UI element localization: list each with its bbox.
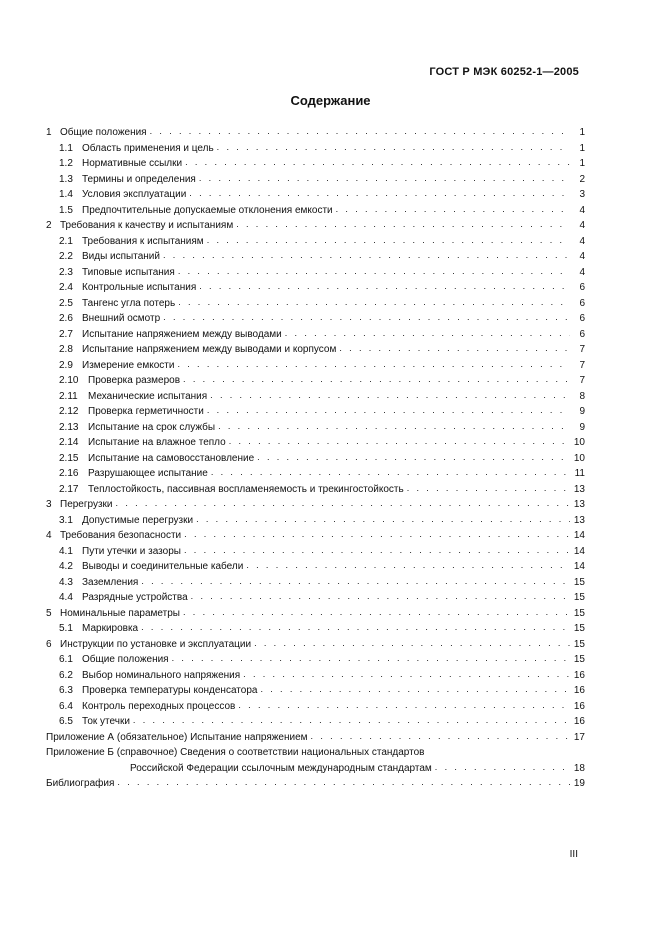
toc-entry-number: 2.3 [59, 266, 73, 278]
table-of-contents [46, 125, 585, 792]
toc-entry-page: 4 [579, 204, 585, 216]
toc-entry-page: 15 [573, 576, 585, 588]
toc-leader-dots [336, 202, 570, 218]
toc-entry-title: Испытание напряжением между выводами [82, 328, 282, 340]
toc-entry-number: 3 [46, 499, 52, 510]
toc-entry-page: 10 [573, 437, 585, 448]
toc-entry-number: 6.3 [59, 685, 73, 696]
toc-leader-dots [150, 124, 570, 140]
toc-entry-title: Внешний осмотр [82, 313, 161, 324]
toc-entry[interactable] [46, 280, 585, 296]
toc-leader-dots [183, 605, 570, 621]
toc-entry-page: 16 [573, 669, 585, 681]
page-number: III [569, 849, 578, 860]
toc-entry-number: 3.1 [59, 514, 73, 526]
toc-appendix-b-label-cont: Российской Федерации ссылочным международным стандартам [130, 762, 432, 774]
toc-entry-page: 4 [579, 266, 585, 278]
toc-leader-dots [177, 357, 570, 373]
toc-leader-dots [163, 248, 570, 264]
toc-entry[interactable] [46, 249, 585, 265]
toc-entry-page: 13 [573, 483, 585, 495]
toc-entry-page: 16 [573, 700, 585, 712]
toc-entry[interactable] [46, 482, 585, 498]
toc-leader-dots [178, 264, 570, 280]
document-code: ГОСТ Р МЭК 60252-1—2005 [429, 66, 579, 78]
toc-leader-dots [311, 729, 570, 745]
toc-entry[interactable] [46, 311, 585, 327]
toc-entry-title: Нормативные ссылки [82, 158, 183, 169]
toc-entry-number: 2.7 [59, 328, 73, 340]
toc-entry[interactable] [46, 559, 585, 575]
toc-leader-dots [191, 589, 570, 605]
toc-entry-number: 6.5 [59, 716, 73, 727]
toc-leader-dots [238, 698, 570, 714]
toc-entry[interactable] [46, 218, 585, 234]
toc-entry-number: 2.17 [59, 483, 79, 495]
toc-entry-page: 13 [573, 514, 585, 526]
toc-entry-page: 6 [579, 313, 585, 324]
toc-entry-title: Тангенс угла потерь [82, 297, 176, 309]
toc-entry[interactable] [46, 203, 585, 219]
toc-entry-page: 16 [573, 716, 585, 727]
toc-entry-title: Испытание на срок службы [88, 421, 216, 433]
toc-entry[interactable] [46, 296, 585, 312]
toc-entry-title: Область применения и цель [82, 142, 214, 154]
toc-entry-title: Инструкции по установке и эксплуатации [60, 638, 252, 650]
toc-entry-page: 1 [579, 158, 585, 169]
toc-leader-dots [184, 527, 570, 543]
toc-entry-page: 15 [573, 607, 585, 619]
toc-entry-title: Разрядные устройства [82, 592, 188, 603]
toc-leader-dots [185, 155, 570, 171]
toc-entry[interactable] [46, 637, 585, 653]
toc-entry-page: 4 [579, 251, 585, 262]
toc-leader-dots [163, 310, 570, 326]
toc-entry-title: Заземления [82, 576, 139, 588]
toc-entry-number: 2.8 [59, 344, 73, 355]
toc-entry[interactable] [46, 513, 585, 529]
toc-entry-title: Механические испытания [88, 390, 208, 402]
toc-entry-page: 6 [579, 282, 585, 293]
toc-entry-title: Проверка размеров [88, 375, 181, 386]
toc-entry-title: Допустимые перегрузки [82, 514, 194, 526]
toc-entry-page: 9 [579, 406, 585, 417]
toc-entry[interactable] [46, 699, 585, 715]
toc-entry-number: 1.4 [59, 189, 73, 200]
toc-leader-dots [133, 713, 570, 729]
toc-leader-dots [246, 558, 570, 574]
toc-leader-dots [254, 636, 570, 652]
toc-bibliography-page: 19 [573, 778, 585, 789]
toc-entry-number: 2.16 [59, 468, 79, 479]
toc-entry-title: Теплостойкость, пассивная воспламеняемость и трекингостойкость [88, 483, 404, 495]
toc-entry[interactable] [46, 621, 585, 637]
toc-entry[interactable] [46, 714, 585, 730]
toc-entry-title: Проверка температуры конденсатора [82, 685, 258, 696]
toc-entry-number: 6.1 [59, 654, 73, 665]
toc-leader-dots [229, 434, 570, 450]
toc-leader-dots [285, 326, 570, 342]
toc-entry-title: Общие положения [82, 654, 169, 665]
toc-entry[interactable] [46, 342, 585, 358]
toc-leader-dots [210, 388, 570, 404]
toc-entry-page: 14 [573, 530, 585, 541]
toc-entry[interactable] [46, 141, 585, 157]
toc-entry-number: 2.9 [59, 359, 73, 371]
toc-entry-page: 3 [579, 189, 585, 200]
toc-entry-number: 4.2 [59, 561, 73, 572]
toc-entry-number: 1 [46, 127, 52, 138]
toc-entry-page: 1 [579, 127, 585, 138]
toc-leader-dots [257, 450, 570, 466]
toc-entry-page: 14 [573, 561, 585, 572]
toc-entry[interactable] [46, 172, 585, 188]
toc-entry-page: 15 [573, 592, 585, 603]
toc-appendix-b[interactable] [46, 745, 585, 761]
toc-leader-dots [218, 419, 570, 435]
toc-entry[interactable] [46, 373, 585, 389]
toc-entry[interactable] [46, 528, 585, 544]
toc-entry[interactable] [46, 668, 585, 684]
toc-leader-dots [189, 186, 570, 202]
toc-entry-number: 2.14 [59, 437, 79, 448]
toc-entry-number: 6.2 [59, 669, 73, 681]
toc-leader-dots [178, 295, 570, 311]
toc-leader-dots [260, 682, 570, 698]
toc-entry[interactable] [46, 575, 585, 591]
toc-entry-title: Испытание на самовосстановление [88, 452, 255, 464]
toc-leader-dots [236, 217, 570, 233]
toc-leader-dots [141, 574, 570, 590]
toc-entry[interactable] [46, 497, 585, 513]
toc-entry-number: 2.10 [59, 375, 79, 386]
toc-entry-title: Выбор номинального напряжения [82, 669, 241, 681]
toc-leader-dots [117, 775, 570, 791]
toc-bibliography-label: Библиография [46, 778, 115, 789]
toc-entry-page: 7 [579, 375, 585, 386]
toc-entry-title: Требования к испытаниям [82, 235, 204, 247]
toc-entry-page: 4 [579, 220, 585, 231]
toc-bibliography[interactable] [46, 776, 585, 792]
toc-entry-title: Измерение емкости [82, 359, 175, 371]
toc-leader-dots [199, 171, 570, 187]
toc-entry-page: 1 [579, 142, 585, 154]
toc-entry[interactable] [46, 404, 585, 420]
toc-entry-page: 7 [579, 359, 585, 371]
toc-entry[interactable] [46, 606, 585, 622]
toc-entry[interactable] [46, 327, 585, 343]
toc-entry-title: Номинальные параметры [60, 607, 180, 619]
toc-entry-title: Маркировка [82, 623, 139, 634]
toc-entry[interactable] [46, 590, 585, 606]
toc-entry-title: Перегрузки [60, 499, 113, 510]
toc-leader-dots [207, 403, 570, 419]
toc-entry-number: 2.4 [59, 282, 73, 293]
toc-appendix-a-page: 17 [573, 731, 585, 743]
toc-entry[interactable] [46, 125, 585, 141]
toc-entry-number: 4.3 [59, 576, 73, 588]
toc-entry-title: Условия эксплуатации [82, 189, 187, 200]
toc-entry[interactable] [46, 683, 585, 699]
toc-entry-page: 7 [579, 344, 585, 355]
toc-leader-dots [339, 341, 570, 357]
toc-entry-title: Виды испытаний [82, 251, 160, 262]
toc-entry-title: Испытание на влажное тепло [88, 437, 226, 448]
toc-entry-page: 4 [579, 235, 585, 247]
toc-entry-title: Разрушающее испытание [88, 468, 208, 479]
toc-entry-title: Пути утечки и зазоры [82, 545, 181, 557]
toc-entry-number: 1.3 [59, 173, 73, 185]
toc-entry-number: 4.1 [59, 545, 73, 557]
toc-appendix-a-label: Приложение А (обязательное) Испытание напряжением [46, 731, 308, 743]
toc-entry[interactable] [46, 156, 585, 172]
toc-entry-number: 5 [46, 607, 52, 619]
toc-leader-dots [407, 481, 570, 497]
toc-entry-page: 11 [574, 468, 585, 479]
toc-entry[interactable] [46, 187, 585, 203]
toc-entry-page: 13 [573, 499, 585, 510]
toc-entry-number: 4 [46, 530, 52, 541]
toc-entry-title: Контрольные испытания [82, 282, 197, 293]
toc-entry-title: Проверка герметичности [88, 406, 204, 417]
toc-entry-number: 6.4 [59, 700, 73, 712]
toc-leader-dots [141, 620, 570, 636]
toc-leader-dots [183, 372, 570, 388]
toc-entry-page: 6 [579, 328, 585, 340]
toc-entry-number: 1.2 [59, 158, 73, 169]
toc-leader-dots [184, 543, 570, 559]
toc-leader-dots [207, 233, 570, 249]
toc-entry-page: 9 [579, 421, 585, 433]
toc-entry-page: 16 [573, 685, 585, 696]
toc-entry[interactable] [46, 435, 585, 451]
toc-entry-page: 14 [573, 545, 585, 557]
toc-entry-number: 1.1 [59, 142, 73, 154]
toc-entry[interactable] [46, 358, 585, 374]
toc-entry[interactable] [46, 451, 585, 467]
toc-entry-number: 5.1 [59, 623, 73, 634]
toc-entry-page: 15 [573, 623, 585, 634]
toc-appendix-a[interactable] [46, 730, 585, 746]
toc-entry[interactable] [46, 389, 585, 405]
toc-entry-title: Требования к качеству и испытаниям [60, 220, 234, 231]
toc-rows [46, 125, 585, 730]
page-title: Содержание [290, 93, 371, 108]
toc-entry-page: 6 [579, 297, 585, 309]
toc-leader-dots [196, 512, 570, 528]
toc-entry-page: 15 [573, 638, 585, 650]
toc-leader-dots [243, 667, 570, 683]
toc-entry-number: 2.6 [59, 313, 73, 324]
toc-entry-number: 2.11 [59, 390, 78, 402]
toc-entry-title: Испытание напряжением между выводами и корпусом [82, 344, 337, 355]
toc-entry-number: 2.13 [59, 421, 79, 433]
toc-entry-number: 6 [46, 638, 52, 650]
toc-appendix-b-page: 18 [573, 762, 585, 774]
toc-entry[interactable] [46, 544, 585, 560]
toc-leader-dots [217, 140, 570, 156]
toc-entry-number: 1.5 [59, 204, 73, 216]
toc-leader-dots [116, 496, 570, 512]
toc-entry-number: 4.4 [59, 592, 73, 603]
toc-entry-title: Требования безопасности [60, 530, 182, 541]
toc-entry-number: 2.12 [59, 406, 79, 417]
toc-entry-number: 2.2 [59, 251, 73, 262]
toc-entry-page: 8 [579, 390, 585, 402]
toc-entry[interactable] [46, 466, 585, 482]
toc-entry-number: 2.5 [59, 297, 73, 309]
toc-leader-dots [172, 651, 570, 667]
toc-entry[interactable] [46, 265, 585, 281]
toc-leader-dots [199, 279, 570, 295]
toc-entry[interactable] [46, 234, 585, 250]
toc-entry-title: Ток утечки [82, 716, 130, 727]
toc-entry-number: 2.15 [59, 452, 79, 464]
toc-appendix-b-cont[interactable] [46, 761, 585, 777]
toc-entry-page: 15 [573, 654, 585, 665]
toc-entry-title: Общие положения [60, 127, 147, 138]
toc-entry[interactable] [46, 652, 585, 668]
toc-entry[interactable] [46, 420, 585, 436]
toc-entry-title: Выводы и соединительные кабели [82, 561, 244, 572]
toc-entry-title: Типовые испытания [82, 266, 175, 278]
toc-entry-title: Термины и определения [82, 173, 196, 185]
toc-entry-number: 2 [46, 220, 52, 231]
toc-entry-page: 10 [573, 452, 585, 464]
toc-leader-dots [211, 465, 570, 481]
toc-entry-title: Контроль переходных процессов [82, 700, 236, 712]
toc-entry-page: 2 [579, 173, 585, 185]
toc-entry-number: 2.1 [59, 235, 73, 247]
toc-leader-dots [435, 760, 570, 776]
toc-entry-title: Предпочтительные допускаемые отклонения емкости [82, 204, 333, 216]
toc-appendix-b-label: Приложение Б (справочное) Сведения о соответствии национальных стандартов [46, 747, 425, 758]
